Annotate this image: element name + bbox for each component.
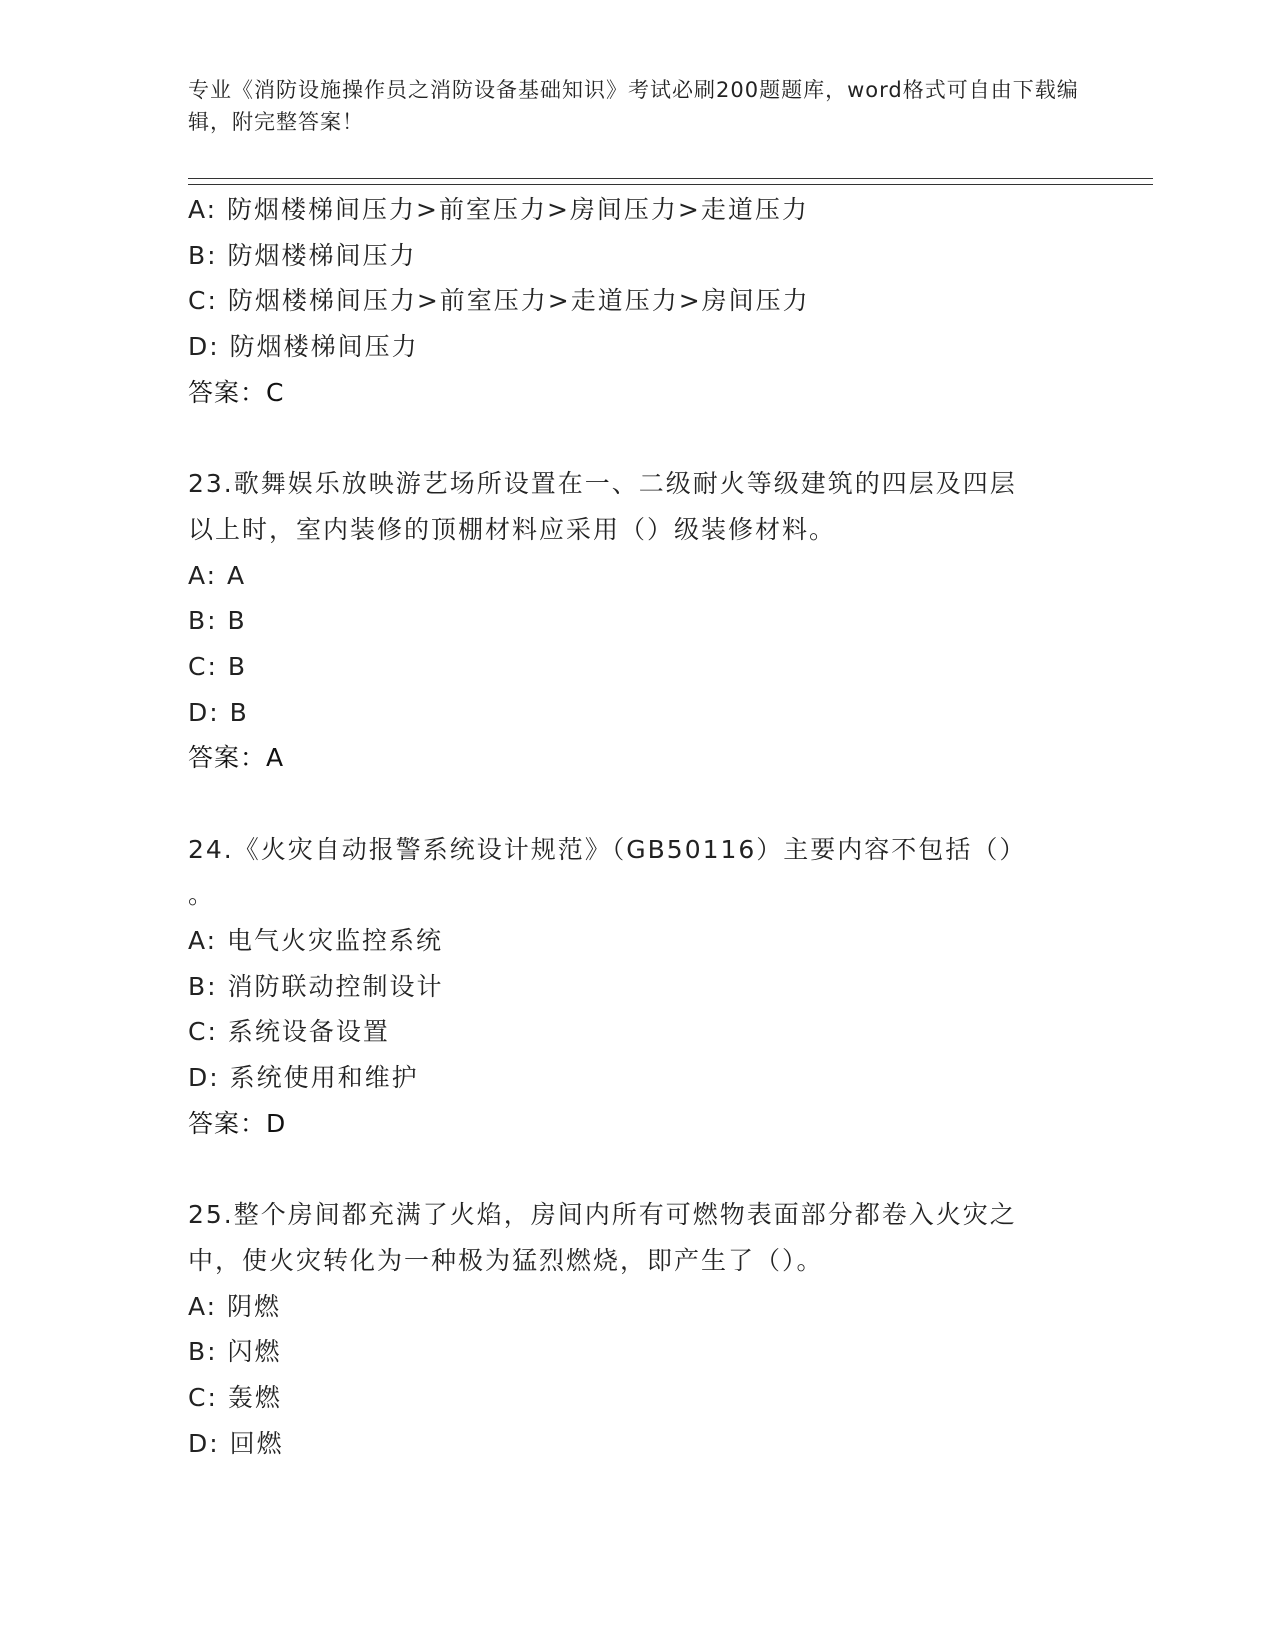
answer: 答案：C xyxy=(188,377,285,407)
option-b: B: 消防联动控制设计 xyxy=(188,971,444,1001)
header-divider-top xyxy=(188,178,1153,179)
option-d: D: 系统使用和维护 xyxy=(188,1063,419,1093)
question-23 xyxy=(188,461,1088,781)
option-b: B: B xyxy=(188,606,247,636)
option-d: D: 回燃 xyxy=(188,1428,284,1458)
option-c: C: 防烟楼梯间压力>前室压力>走道压力>房间压力 xyxy=(188,286,810,316)
option-d: D: B xyxy=(188,697,249,727)
question-text-line-2: 。 xyxy=(188,880,216,910)
option-a: A: 阴燃 xyxy=(188,1291,282,1321)
answer: 答案：D xyxy=(188,1108,287,1138)
document-body xyxy=(188,187,1088,1466)
answer: 答案：A xyxy=(188,743,285,773)
option-b: B: 防烟楼梯间压力 xyxy=(188,240,417,270)
question-24 xyxy=(188,827,1088,1147)
spacer xyxy=(188,415,1088,461)
document-header: 专业《消防设施操作员之消防设备基础知识》考试必刷200题题库，word格式可自由下载编辑，附完整答案！ xyxy=(188,78,1079,134)
question-text-line-2: 以上时，室内装修的顶棚材料应采用（）级装修材料。 xyxy=(188,514,837,544)
spacer xyxy=(188,781,1088,827)
option-a: A: A xyxy=(188,560,247,590)
question-25 xyxy=(188,1192,1088,1466)
option-c: C: B xyxy=(188,651,247,681)
option-c: C: 轰燃 xyxy=(188,1382,282,1412)
question-text-line-1: 24.《火灾自动报警系统设计规范》（GB50116）主要内容不包括（） xyxy=(188,834,1027,864)
question-text-line-1: 23.歌舞娱乐放映游艺场所设置在一、二级耐火等级建筑的四层及四层 xyxy=(188,469,1017,499)
question-text-line-2: 中，使火灾转化为一种极为猛烈燃烧，即产生了（）。 xyxy=(188,1245,824,1275)
option-b: B: 闪燃 xyxy=(188,1337,282,1367)
option-a: A: 电气火灾监控系统 xyxy=(188,926,444,955)
option-d: D: 防烟楼梯间压力 xyxy=(188,332,419,362)
header-divider-bottom xyxy=(188,184,1153,185)
question-text-line-1: 25.整个房间都充满了火焰，房间内所有可燃物表面部分都卷入火灾之 xyxy=(188,1200,1017,1230)
spacer xyxy=(188,1146,1088,1192)
option-c: C: 系统设备设置 xyxy=(188,1017,390,1047)
option-a: A: 防烟楼梯间压力>前室压力>房间压力>走道压力 xyxy=(188,195,809,224)
question-22 xyxy=(188,187,1088,415)
